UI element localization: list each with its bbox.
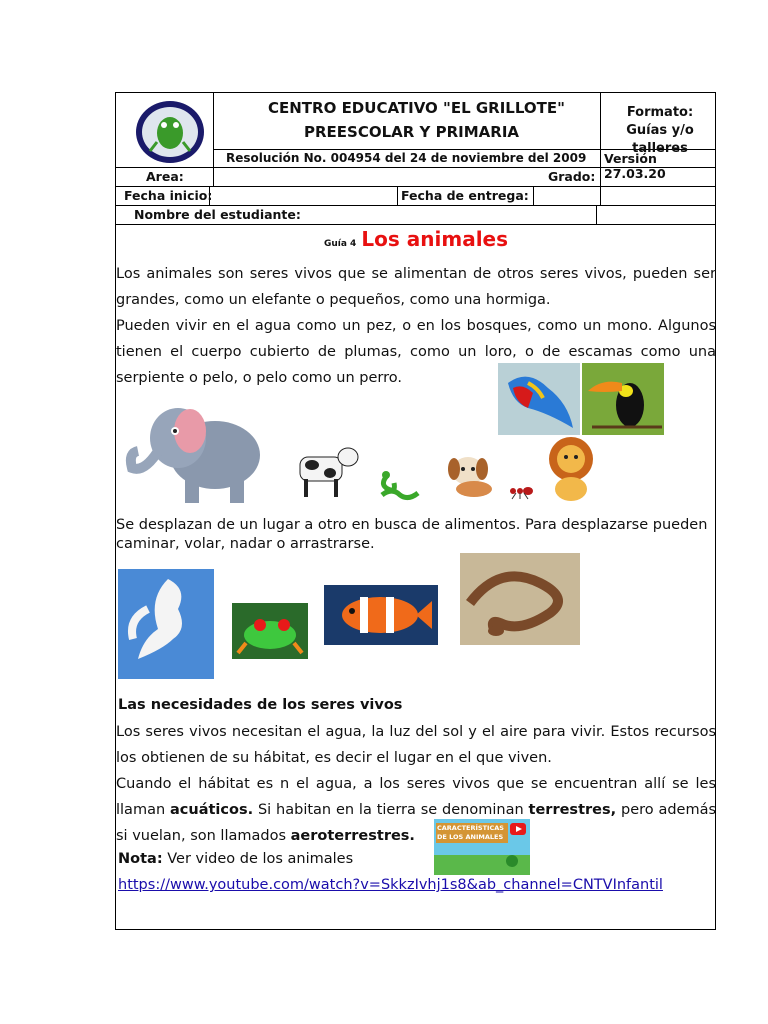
toucan-image <box>582 363 664 435</box>
lion-image <box>544 435 598 503</box>
delivery-date-label: Fecha de entrega: <box>401 188 529 203</box>
ant-image <box>508 481 534 501</box>
habitat-text-c: Si habitan en la tierra se denominan <box>257 802 524 818</box>
snake-photo <box>460 553 580 645</box>
guide-number: Guía 4 <box>323 239 357 249</box>
start-date-field[interactable] <box>211 187 395 205</box>
guide-title-text: Los animales <box>361 227 509 251</box>
delivery-date-field[interactable] <box>535 187 599 205</box>
area-label: Area: <box>146 169 184 184</box>
habitat-paragraph: Pueden vivir en el agua como un pez, o en los bosques, como un mono. Algunos tienen el cuerpo cubierto de plumas, como un loro, o de escamas como una serpiente o pelo, o pelo como un perro. <box>116 318 716 386</box>
intro-paragraph: Los animales son seres vivos que se alimentan de otros seres vivos, pueden ser grandes, como un elefante o pequeños, como una hormiga. <box>116 266 716 308</box>
aerial-term: aeroterrestres. <box>290 828 415 844</box>
format-label: Formato: Guías y/o talleres <box>626 105 694 156</box>
habitat-text-e: pero además si vuelan, son llamados <box>116 802 717 844</box>
dove-image <box>118 569 214 679</box>
clownfish-image <box>324 585 438 645</box>
elephant-image <box>120 393 270 508</box>
dog-image <box>444 449 496 499</box>
worksheet-page <box>115 92 716 930</box>
guide-title <box>116 227 716 251</box>
video-link[interactable]: https://www.youtube.com/watch?v=SkkzIvhj1s8&ab_channel=CNTVInfantil <box>118 877 663 893</box>
habitat-text-a: Cuando el hábitat es n el agua, a los seres vivos que se encuentran allí se les llaman <box>116 776 716 818</box>
note-label: Nota: <box>118 851 163 867</box>
frog-image <box>232 603 308 659</box>
video-thumbnail[interactable] <box>434 819 530 875</box>
grade-field[interactable] <box>602 168 714 186</box>
cow-image <box>292 443 362 501</box>
version-text: Versión 27.03.20 <box>604 151 666 181</box>
resolution-text: Resolución No. 004954 del 24 de noviembre del 2009 <box>226 151 587 165</box>
school-subtitle: PREESCOLAR Y PRIMARIA <box>304 123 520 141</box>
area-field[interactable] <box>214 168 544 186</box>
snake-image <box>376 465 424 501</box>
habitat-types-paragraph <box>116 771 716 849</box>
start-date-label: Fecha inicio: <box>124 188 213 203</box>
needs-paragraph: Los seres vivos necesitan el agua, la luz del sol y el aire para vivir. Estos recursos los obtienen de su hábitat, es decir el lugar en el que viven. <box>116 724 716 766</box>
note-text: Ver video de los animales <box>167 851 354 867</box>
terrestrial-term: terrestres, <box>528 802 617 818</box>
aquatic-term: acuáticos. <box>170 802 254 818</box>
movement-paragraph: Se desplazan de un lugar a otro en busca de alimentos. Para desplazarse pueden caminar, volar, nadar o arrastrarse. <box>116 517 708 552</box>
note-line <box>118 851 353 867</box>
macaw-image <box>498 363 580 435</box>
student-name-label: Nombre del estudiante: <box>134 207 301 222</box>
student-name-field[interactable] <box>598 206 714 224</box>
video-thumbnail-title: CARACTERÍSTICAS DE LOS ANIMALES <box>436 823 508 843</box>
school-name: CENTRO EDUCATIVO "EL GRILLOTE" <box>268 99 565 117</box>
school-logo <box>130 97 210 167</box>
grade-label: Grado: <box>548 169 596 184</box>
needs-heading: Las necesidades de los seres vivos <box>118 697 403 713</box>
